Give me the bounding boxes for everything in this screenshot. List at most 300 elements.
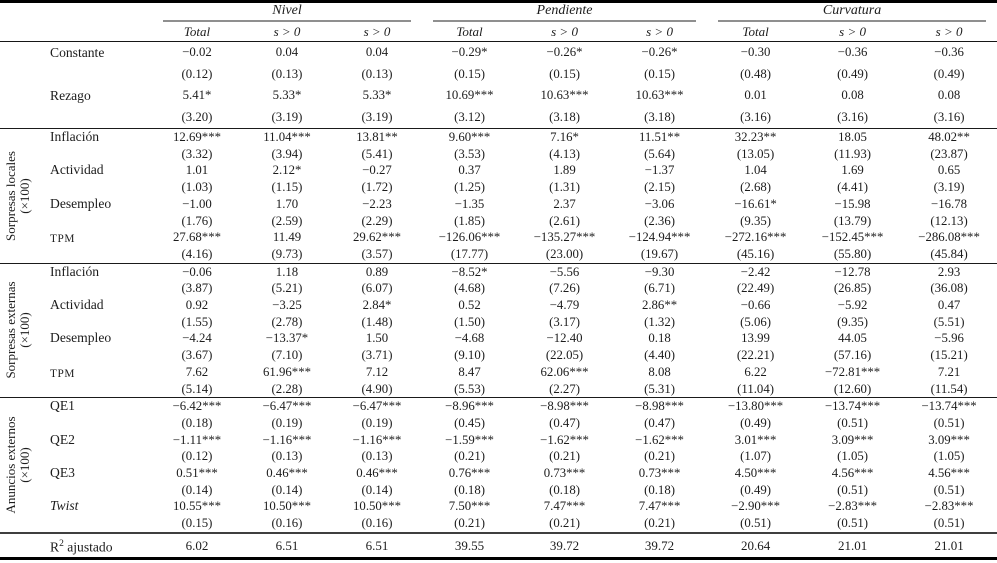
row-group-scale: (×100): [17, 312, 32, 349]
coef-cell: 10.50***: [263, 499, 311, 514]
se-cell: (0.12): [181, 66, 213, 81]
se-cell: (0.51): [933, 516, 965, 531]
se-cell: (23.00): [545, 246, 584, 261]
row-group-rotated-label: [4, 282, 32, 379]
se-cell: (13.79): [833, 213, 872, 228]
se-cell: (0.18): [644, 482, 675, 497]
coef-cell: 0.73***: [638, 466, 681, 481]
se-cell: (3.71): [361, 348, 393, 363]
column-group-row: [0, 2, 997, 23]
se-cell: (9.10): [454, 348, 485, 363]
se-cell: (0.13): [271, 449, 303, 464]
se-cell: (0.21): [454, 449, 485, 464]
coef-cell: 0.89: [332, 263, 422, 280]
row-group-scale: (×100): [17, 178, 32, 214]
se-cell: (1.48): [361, 314, 393, 329]
coef-row: [0, 196, 997, 213]
se-cell: (12.60): [833, 381, 872, 396]
coef-cell: 0.51***: [176, 466, 218, 481]
se-cell: (9.73): [271, 246, 303, 261]
se-cell: (0.18): [454, 482, 485, 497]
se-cell: (0.49): [740, 415, 772, 430]
coef-cell: −16.78: [931, 196, 968, 211]
r2-row: [0, 533, 997, 559]
se-cell: (1.15): [271, 180, 303, 195]
se-cell: (1.03): [181, 180, 213, 195]
row-label: Constante: [50, 45, 105, 60]
se-cell: (0.12): [181, 449, 213, 464]
coef-cell: 29.62***: [353, 230, 402, 245]
se-cell: (0.15): [549, 66, 580, 81]
coef-cell: −12.78: [804, 263, 901, 280]
coef-cell: −15.98: [834, 196, 871, 211]
coef-cell: 0.47: [937, 298, 961, 313]
coef-cell: 0.37: [458, 163, 481, 178]
coef-row: [0, 162, 997, 179]
se-cell: (3.18): [549, 109, 580, 124]
coef-cell: −6.47***: [242, 398, 332, 415]
coef-cell: −1.00: [182, 196, 212, 211]
se-cell: (0.14): [181, 482, 213, 497]
row-label: Actividad: [50, 162, 104, 178]
column-header-s-gt-0: s > 0: [517, 22, 612, 42]
coef-cell: −2.42: [707, 263, 804, 280]
coef-cell: 1.01: [185, 163, 209, 178]
se-cell: (0.51): [837, 482, 869, 497]
se-cell: (3.19): [361, 109, 393, 124]
se-cell: (3.19): [933, 180, 965, 195]
coef-cell: −1.62***: [540, 432, 589, 447]
coef-row: [0, 432, 997, 449]
coef-cell: −1.59***: [445, 432, 494, 447]
coef-row: [0, 297, 997, 314]
row-label: QE3: [50, 465, 75, 481]
coef-cell: −13.37*: [265, 331, 309, 346]
se-cell: (0.51): [740, 516, 772, 531]
coef-cell: −8.98***: [612, 398, 707, 415]
se-cell: (5.53): [454, 381, 485, 396]
coef-row: [0, 42, 997, 64]
r2-value-cell: 39.72: [517, 533, 612, 559]
se-cell: (22.05): [545, 348, 584, 363]
se-cell: (22.21): [736, 348, 775, 363]
row-label: TPM: [50, 233, 76, 246]
se-cell: (0.18): [549, 482, 580, 497]
coef-cell: 0.73***: [543, 466, 586, 481]
se-cell: (2.61): [549, 213, 580, 228]
coef-cell: 7.16*: [517, 129, 612, 146]
table-body: [0, 42, 997, 559]
se-cell: (2.36): [644, 213, 675, 228]
se-cell: (2.59): [271, 213, 303, 228]
se-cell: (4.41): [837, 180, 869, 195]
coef-cell: 5.41*: [182, 88, 212, 102]
coef-cell: 0.18: [648, 331, 671, 346]
r2-value-cell: 20.64: [707, 533, 804, 559]
se-cell: (0.49): [933, 66, 965, 81]
coef-cell: −6.47***: [332, 398, 422, 415]
coef-row: [0, 263, 997, 280]
column-group-label: Curvatura: [718, 3, 986, 22]
coef-cell: 6.22: [744, 364, 767, 379]
coef-cell: 0.46***: [266, 466, 308, 481]
r2-value-cell: 6.02: [152, 533, 242, 559]
se-cell: (0.21): [549, 516, 580, 531]
se-cell: (13.05): [736, 146, 775, 161]
coef-cell: 10.63***: [540, 88, 589, 102]
coef-cell: 18.05: [804, 129, 901, 146]
coef-cell: 0.08: [841, 88, 864, 102]
coef-cell: −13.74***: [901, 398, 997, 415]
coef-cell: −0.06: [152, 263, 242, 280]
row-label: Actividad: [50, 297, 104, 313]
coef-cell: 9.60***: [422, 129, 517, 146]
coef-cell: 32.23**: [707, 129, 804, 146]
se-cell: (0.45): [454, 415, 485, 430]
se-cell: (3.17): [549, 314, 580, 329]
se-cell: (0.16): [361, 516, 393, 531]
coef-cell: 1.70: [275, 196, 299, 211]
coef-cell: −9.30: [612, 263, 707, 280]
r2-superscript: 2: [59, 538, 64, 549]
se-cell: (1.07): [740, 449, 772, 464]
se-cell: (45.84): [930, 246, 968, 261]
coef-cell: 13.81**: [332, 129, 422, 146]
row-group-rotated-label: [4, 151, 32, 241]
coef-row: [0, 330, 997, 347]
se-cell: (26.85): [833, 281, 872, 296]
se-cell: (1.05): [837, 449, 869, 464]
coef-cell: 0.01: [744, 88, 767, 102]
row-label: Inflación: [36, 129, 152, 163]
coef-cell: 7.50***: [448, 499, 491, 514]
coef-row: [0, 129, 997, 146]
column-group-nivel: [152, 2, 422, 23]
se-cell: (0.49): [740, 482, 772, 497]
column-header-s-gt-0: s > 0: [901, 22, 997, 42]
coef-cell: 0.76***: [448, 466, 491, 481]
coef-cell: 27.68***: [173, 230, 221, 245]
coef-cell: 2.86**: [641, 298, 678, 313]
coef-cell: −4.24: [182, 331, 212, 346]
row-label: Desempleo: [50, 195, 112, 211]
coef-cell: 0.52: [458, 298, 481, 313]
column-group-pendiente: [422, 2, 707, 23]
r2-symbol: R: [50, 539, 60, 555]
coef-cell: −0.26*: [641, 45, 678, 59]
coef-row: [0, 398, 997, 415]
se-cell: (55.80): [833, 246, 872, 261]
row-group-label-cell: [0, 263, 36, 398]
se-cell: (0.14): [361, 482, 393, 497]
se-cell: (0.18): [181, 415, 213, 430]
se-cell: (5.14): [181, 381, 213, 396]
coef-row: [0, 85, 997, 107]
se-cell: (57.16): [833, 348, 872, 363]
coef-cell: −126.06***: [438, 230, 501, 245]
coef-cell: −1.16***: [262, 432, 312, 447]
se-cell: (1.55): [181, 314, 213, 329]
column-group-label: Pendiente: [433, 3, 696, 22]
row-label: Rezago: [50, 88, 91, 103]
se-cell: (9.35): [740, 213, 772, 228]
se-cell: (0.48): [740, 66, 772, 81]
se-cell: (1.72): [361, 180, 393, 195]
coef-row: [0, 364, 997, 381]
se-cell: (12.13): [930, 213, 968, 228]
se-cell: (4.68): [454, 281, 485, 296]
se-cell: (9.35): [837, 314, 869, 329]
coef-cell: −0.29*: [451, 45, 488, 59]
se-cell: (5.21): [271, 281, 303, 296]
column-header-total: Total: [152, 22, 242, 42]
coef-cell: 11.51**: [612, 129, 707, 146]
coef-cell: 61.96***: [263, 364, 311, 379]
coef-cell: −1.16***: [352, 432, 402, 447]
coef-cell: 10.55***: [173, 499, 221, 514]
coef-cell: −13.74***: [804, 398, 901, 415]
coef-cell: −0.26*: [546, 45, 583, 59]
coef-cell: 5.33*: [362, 88, 392, 102]
se-cell: (0.15): [644, 66, 675, 81]
se-cell: (2.29): [361, 213, 393, 228]
coef-row: [0, 498, 997, 515]
se-cell: (6.71): [644, 281, 675, 296]
se-cell: (2.78): [271, 314, 303, 329]
coef-cell: 3.09***: [928, 432, 970, 447]
row-group-rotated-label: [4, 417, 32, 514]
coef-cell: 48.02**: [901, 129, 997, 146]
se-cell: (17.77): [450, 246, 489, 261]
coef-cell: 12.69***: [152, 129, 242, 146]
r2-label-rest: ajustado: [63, 539, 113, 555]
se-cell: (1.76): [181, 213, 213, 228]
se-cell: (11.93): [834, 146, 871, 161]
header-spacer: [0, 2, 152, 42]
coef-cell: 10.50***: [353, 499, 402, 514]
coef-cell: 7.21: [937, 364, 961, 379]
se-cell: (3.16): [740, 109, 772, 124]
coef-cell: −12.40: [546, 331, 583, 346]
se-cell: (23.87): [930, 146, 968, 161]
coef-cell: 10.69***: [445, 88, 494, 102]
coef-row: [0, 465, 997, 482]
se-cell: (0.15): [181, 516, 213, 531]
row-group-name: Sorpresas locales: [3, 150, 18, 241]
coef-cell: −124.94***: [628, 230, 691, 245]
coef-cell: 2.84*: [362, 298, 392, 313]
coef-cell: −5.56: [517, 263, 612, 280]
coef-cell: 8.47: [458, 364, 481, 379]
coef-cell: 11.04***: [242, 129, 332, 146]
se-cell: (3.16): [933, 109, 965, 124]
coef-cell: −135.27***: [533, 230, 596, 245]
coef-cell: 7.47***: [638, 499, 681, 514]
coef-cell: 4.56***: [928, 466, 970, 481]
se-cell: (0.14): [271, 482, 303, 497]
coef-cell: −72.81***: [824, 364, 881, 379]
se-cell: (2.15): [644, 180, 675, 195]
coef-cell: 5.33*: [272, 88, 302, 102]
coef-cell: 10.63***: [635, 88, 684, 102]
coef-cell: −3.25: [272, 298, 302, 313]
se-cell: (0.16): [271, 516, 303, 531]
coef-cell: 4.50***: [734, 466, 777, 481]
se-cell: (4.40): [644, 348, 675, 363]
coef-cell: 1.50: [365, 331, 389, 346]
se-cell: (3.16): [837, 109, 869, 124]
se-cell: (5.31): [644, 381, 675, 396]
coef-cell: −4.79: [549, 298, 580, 313]
se-cell: (0.47): [549, 415, 580, 430]
se-cell: (3.94): [271, 146, 303, 161]
coef-cell: 11.49: [272, 230, 302, 245]
se-cell: (1.05): [933, 449, 965, 464]
se-cell: (1.25): [454, 180, 485, 195]
coef-cell: 1.04: [744, 163, 767, 178]
coef-cell: 8.08: [648, 364, 671, 379]
se-cell: (1.85): [454, 213, 485, 228]
row-group-label-cell: [0, 129, 36, 264]
coef-cell: −0.02: [182, 45, 212, 59]
column-header-s-gt-0: s > 0: [804, 22, 901, 42]
coef-cell: −5.92: [837, 298, 868, 313]
coef-cell: 7.47***: [543, 499, 586, 514]
se-cell: (1.31): [549, 180, 580, 195]
r2-value-cell: 21.01: [901, 533, 997, 559]
coef-cell: −3.06: [644, 196, 675, 211]
coef-cell: −13.80***: [707, 398, 804, 415]
r2-value-cell: 39.55: [422, 533, 517, 559]
coef-cell: 7.62: [185, 364, 209, 379]
se-cell: (3.57): [361, 246, 393, 261]
coef-cell: 0.92: [185, 298, 209, 313]
se-cell: (0.21): [454, 516, 485, 531]
coef-cell: 1.69: [841, 163, 864, 178]
row-group-spacer: [0, 42, 36, 129]
se-cell: (3.87): [181, 281, 213, 296]
r2-label: [36, 533, 152, 559]
se-cell: (0.19): [361, 415, 393, 430]
coef-cell: −152.45***: [821, 230, 884, 245]
coef-cell: −5.96: [934, 331, 964, 346]
coef-cell: −8.52*: [422, 263, 517, 280]
column-header-s-gt-0: s > 0: [612, 22, 707, 42]
se-cell: (0.13): [271, 66, 303, 81]
coef-cell: −0.27: [362, 163, 392, 178]
coef-cell: 2.37: [553, 196, 576, 211]
row-label: QE2: [50, 431, 75, 447]
coef-cell: −1.62***: [635, 432, 684, 447]
coef-cell: −2.90***: [731, 499, 780, 514]
se-cell: (0.47): [644, 415, 675, 430]
row-group-label-cell: [0, 398, 36, 533]
row-label: QE1: [36, 398, 152, 432]
se-cell: (0.13): [361, 66, 393, 81]
coef-cell: 0.46***: [356, 466, 398, 481]
coef-cell: 4.56***: [831, 466, 874, 481]
coef-cell: −1.37: [644, 163, 675, 178]
coef-cell: −0.36: [837, 45, 868, 59]
coef-cell: −2.83***: [828, 499, 877, 514]
se-cell: (4.90): [361, 381, 393, 396]
se-cell: (11.54): [930, 381, 968, 396]
row-group-scale: (×100): [17, 447, 32, 483]
coef-cell: −2.23: [362, 196, 392, 211]
se-cell: (5.41): [361, 146, 393, 161]
column-header-total: Total: [422, 22, 517, 42]
coef-cell: −1.35: [454, 196, 485, 211]
se-cell: (3.53): [454, 146, 485, 161]
coef-cell: 1.18: [242, 263, 332, 280]
row-label: Inflación: [36, 263, 152, 297]
se-cell: (0.21): [644, 516, 675, 531]
se-cell: (5.51): [933, 314, 965, 329]
se-cell: (0.21): [549, 449, 580, 464]
coef-cell: 62.06***: [540, 364, 589, 379]
se-cell: (0.51): [933, 482, 965, 497]
se-cell: (0.13): [361, 449, 393, 464]
r2-value-cell: 6.51: [332, 533, 422, 559]
coef-cell: −0.30: [740, 45, 771, 59]
se-cell: (11.04): [737, 381, 774, 396]
table-header: [0, 2, 997, 42]
coef-cell: 3.01***: [734, 432, 777, 447]
se-cell: (2.27): [549, 381, 580, 396]
se-cell: (0.49): [837, 66, 869, 81]
se-cell: (3.32): [181, 146, 213, 161]
se-cell: (3.18): [644, 109, 675, 124]
coef-cell: 13.99: [741, 331, 770, 346]
se-cell: (7.26): [549, 281, 580, 296]
se-cell: (36.08): [930, 281, 968, 296]
se-cell: (0.51): [933, 415, 965, 430]
column-header-s-gt-0: s > 0: [332, 22, 422, 42]
se-cell: (3.12): [454, 109, 485, 124]
row-label: TPM: [50, 367, 76, 380]
coef-cell: −16.61*: [734, 196, 777, 211]
se-cell: (0.19): [271, 415, 303, 430]
coef-cell: 0.04: [275, 45, 299, 59]
r2-value-cell: 39.72: [612, 533, 707, 559]
coef-cell: −0.36: [934, 45, 964, 59]
se-cell: (4.13): [549, 146, 580, 161]
coef-cell: 0.04: [365, 45, 389, 59]
se-cell: (5.06): [740, 314, 772, 329]
column-group-label: Nivel: [163, 3, 411, 22]
se-cell: (45.16): [736, 246, 775, 261]
coef-cell: 3.09***: [831, 432, 874, 447]
se-cell: (0.21): [644, 449, 675, 464]
coef-cell: −286.08***: [918, 230, 980, 245]
coef-cell: 1.89: [553, 163, 576, 178]
coef-cell: −272.16***: [724, 230, 787, 245]
se-cell: (1.50): [454, 314, 485, 329]
coef-cell: −8.96***: [422, 398, 517, 415]
column-header-total: Total: [707, 22, 804, 42]
row-label: Twist: [50, 498, 79, 514]
se-cell: (19.67): [640, 246, 679, 261]
coef-cell: −0.66: [740, 298, 771, 313]
se-cell: (2.68): [740, 180, 772, 195]
coef-cell: −6.42***: [152, 398, 242, 415]
se-cell: (1.32): [644, 314, 675, 329]
coef-cell: −2.83***: [924, 499, 974, 514]
coef-cell: 0.08: [937, 88, 961, 102]
se-cell: (22.49): [736, 281, 775, 296]
coef-cell: 0.65: [937, 163, 961, 178]
se-cell: (3.20): [181, 109, 213, 124]
